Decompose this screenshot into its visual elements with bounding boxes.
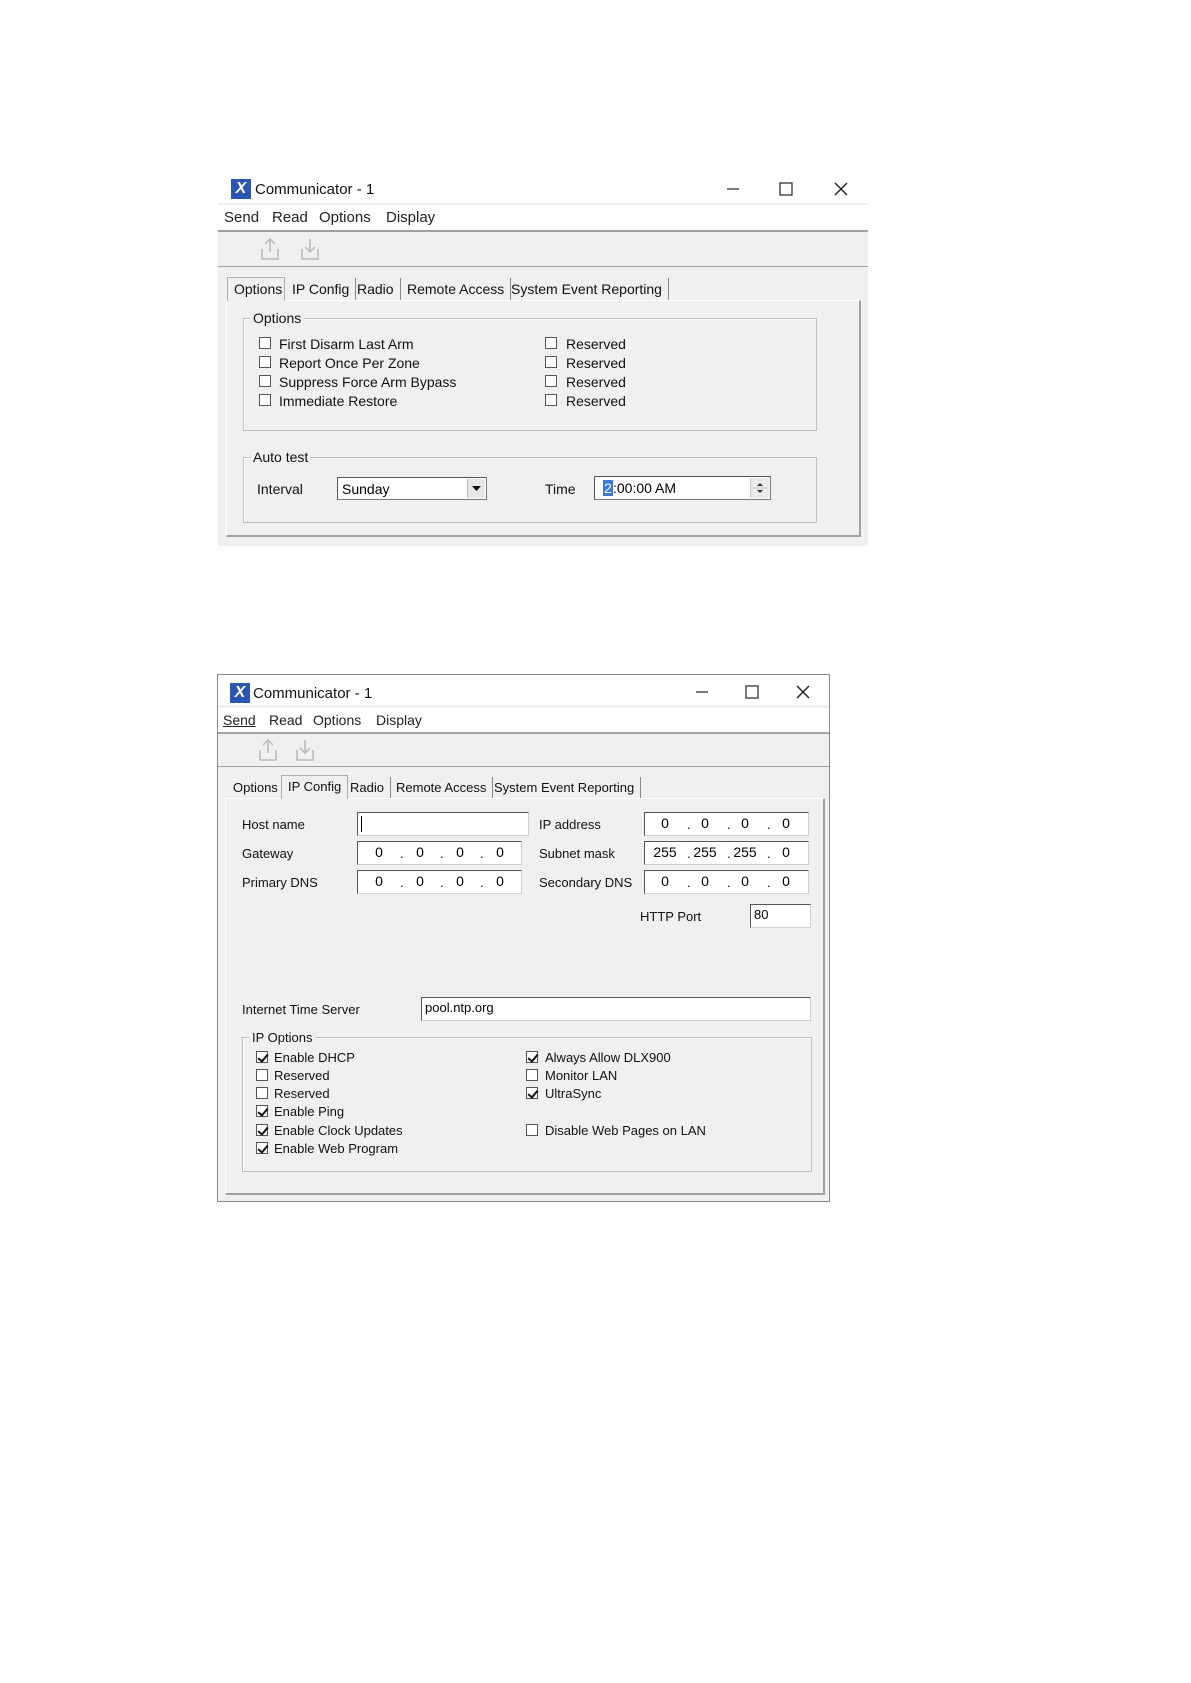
octet-dot: . <box>440 846 444 861</box>
octet: 0 <box>701 815 709 831</box>
chevron-down-icon <box>468 479 485 498</box>
menu-display[interactable]: Display <box>386 209 436 226</box>
time-spinner[interactable] <box>750 478 769 498</box>
label-enable-web-program: Enable Web Program <box>274 1141 399 1156</box>
checkbox-monitor-lan[interactable] <box>526 1069 538 1081</box>
octet-dot: . <box>767 875 771 890</box>
tab-radio[interactable]: Radio <box>351 278 401 300</box>
communicator-window-ip-config <box>217 674 830 1202</box>
dropdown-button[interactable] <box>467 479 485 498</box>
auto-test-legend: Auto test <box>250 449 311 465</box>
octet: 0 <box>661 873 669 889</box>
window-title: Communicator - 1 <box>253 685 373 702</box>
octet: 0 <box>782 815 790 831</box>
octet-dot: . <box>687 875 691 890</box>
tab-system-event-reporting[interactable]: System Event Reporting <box>505 278 669 300</box>
label-reserved-2: Reserved <box>274 1086 330 1101</box>
communicator-window-options <box>218 173 868 546</box>
read-download-icon[interactable] <box>294 737 316 763</box>
ip-address-label: IP address <box>539 817 601 832</box>
label-monitor-lan: Monitor LAN <box>545 1068 618 1083</box>
checkbox-reserved-2[interactable] <box>256 1087 268 1099</box>
toolbar <box>218 732 829 767</box>
primary-dns-input[interactable] <box>357 870 522 894</box>
octet-dot: . <box>727 846 731 861</box>
label-always-allow-dlx900: Always Allow DLX900 <box>545 1050 671 1065</box>
maximize-icon[interactable] <box>742 682 762 702</box>
checkbox-enable-clock-updates[interactable] <box>256 1124 268 1136</box>
checkbox-reserved-1[interactable] <box>545 337 557 349</box>
menu-bar <box>218 708 829 734</box>
checkbox-first-disarm-last-arm[interactable] <box>259 337 271 349</box>
http-port-label: HTTP Port <box>640 909 702 924</box>
octet: 255 <box>653 844 677 860</box>
ip-options-legend: IP Options <box>249 1030 315 1045</box>
tab-remote-access[interactable]: Remote Access <box>390 777 493 799</box>
octet-dot: . <box>400 846 404 861</box>
label-enable-ping: Enable Ping <box>274 1104 345 1119</box>
octet-dot: . <box>767 846 771 861</box>
menu-bar <box>218 205 868 231</box>
internet-time-server-value: pool.ntp.org <box>425 1000 494 1015</box>
octet: 0 <box>782 873 790 889</box>
spin-up-down-icon[interactable] <box>751 478 769 498</box>
gateway-input[interactable] <box>357 841 522 865</box>
tab-ip-config[interactable]: IP Config <box>281 775 348 799</box>
tab-radio[interactable]: Radio <box>344 777 391 799</box>
window-title: Communicator - 1 <box>255 181 375 198</box>
label-reserved-1: Reserved <box>274 1068 330 1083</box>
octet-dot: . <box>767 817 771 832</box>
label-reserved-3: Reserved <box>566 374 626 390</box>
label-reserved-2: Reserved <box>566 355 626 371</box>
internet-time-server-label: Internet Time Server <box>242 1002 360 1017</box>
octet: 0 <box>375 844 383 860</box>
read-download-icon[interactable] <box>299 236 321 262</box>
octet-dot: . <box>687 846 691 861</box>
menu-display[interactable]: Display <box>376 712 422 728</box>
checkbox-reserved-2[interactable] <box>545 356 557 368</box>
gateway-label: Gateway <box>242 846 294 861</box>
octet: 0 <box>701 873 709 889</box>
checkbox-reserved-1[interactable] <box>256 1069 268 1081</box>
app-icon: X <box>231 179 251 199</box>
label-suppress-force-arm-bypass: Suppress Force Arm Bypass <box>279 374 457 390</box>
checkbox-suppress-force-arm-bypass[interactable] <box>259 375 271 387</box>
octet: 0 <box>661 815 669 831</box>
label-reserved-4: Reserved <box>566 393 626 409</box>
menu-send[interactable]: Send <box>224 209 260 226</box>
label-reserved-1: Reserved <box>566 336 626 352</box>
tab-system-event-reporting[interactable]: System Event Reporting <box>488 777 641 799</box>
tab-remote-access[interactable]: Remote Access <box>401 278 511 300</box>
octet: 0 <box>456 873 464 889</box>
tab-options[interactable]: Options <box>227 277 285 301</box>
options-tab-panel <box>226 300 861 537</box>
label-immediate-restore: Immediate Restore <box>279 393 398 409</box>
minimize-icon[interactable] <box>692 682 712 702</box>
octet-dot: . <box>480 846 484 861</box>
checkbox-enable-ping[interactable] <box>256 1105 268 1117</box>
octet-dot: . <box>727 875 731 890</box>
host-name-input[interactable] <box>357 812 529 836</box>
label-enable-clock-updates: Enable Clock Updates <box>274 1123 403 1138</box>
checkbox-report-once-per-zone[interactable] <box>259 356 271 368</box>
menu-send[interactable]: Send <box>223 712 256 728</box>
label-disable-web-pages-on-lan: Disable Web Pages on LAN <box>545 1123 706 1138</box>
label-ultrasync: UltraSync <box>545 1086 602 1101</box>
octet: 0 <box>782 844 790 860</box>
label-enable-dhcp: Enable DHCP <box>274 1050 355 1065</box>
options-group-legend: Options <box>250 310 304 326</box>
interval-value: Sunday <box>342 481 390 497</box>
app-icon: X <box>230 683 250 703</box>
minimize-icon[interactable] <box>723 179 743 199</box>
menu-read[interactable]: Read <box>272 209 308 226</box>
label-first-disarm-last-arm: First Disarm Last Arm <box>279 336 414 352</box>
host-name-label: Host name <box>242 817 305 832</box>
maximize-icon[interactable] <box>776 179 796 199</box>
time-label: Time <box>545 481 576 497</box>
subnet-mask-input[interactable] <box>644 841 809 865</box>
octet: 0 <box>416 844 424 860</box>
octet-dot: . <box>440 875 444 890</box>
octet-dot: . <box>400 875 404 890</box>
http-port-input[interactable] <box>750 904 811 928</box>
checkbox-always-allow-dlx900[interactable] <box>526 1051 538 1063</box>
http-port-value: 80 <box>754 907 769 922</box>
octet: 255 <box>693 844 717 860</box>
octet: 0 <box>496 844 504 860</box>
octet-dot: . <box>727 817 731 832</box>
time-input[interactable] <box>594 476 771 500</box>
ip-address-input[interactable] <box>644 812 809 836</box>
secondary-dns-label: Secondary DNS <box>539 875 633 890</box>
checkbox-immediate-restore[interactable] <box>259 394 271 406</box>
primary-dns-label: Primary DNS <box>242 875 318 890</box>
subnet-mask-label: Subnet mask <box>539 846 615 861</box>
time-hour-selected: 2 <box>604 480 612 496</box>
octet: 0 <box>741 815 749 831</box>
interval-select[interactable] <box>337 477 487 500</box>
text-caret <box>361 816 362 832</box>
interval-label: Interval <box>257 481 303 497</box>
octet: 0 <box>375 873 383 889</box>
octet: 255 <box>733 844 757 860</box>
checkbox-disable-web-pages-on-lan[interactable] <box>526 1124 538 1136</box>
close-icon[interactable] <box>793 682 813 702</box>
octet: 0 <box>456 844 464 860</box>
tab-options[interactable]: Options <box>227 777 285 799</box>
close-icon[interactable] <box>831 179 851 199</box>
menu-options[interactable]: Options <box>319 209 371 226</box>
tab-ip-config[interactable]: IP Config <box>286 278 356 300</box>
menu-read[interactable]: Read <box>269 712 303 728</box>
secondary-dns-input[interactable] <box>644 870 809 894</box>
menu-options[interactable]: Options <box>313 712 362 728</box>
octet-dot: . <box>687 817 691 832</box>
octet-dot: . <box>480 875 484 890</box>
internet-time-server-input[interactable] <box>421 997 811 1021</box>
toolbar <box>218 230 868 267</box>
checkbox-reserved-3[interactable] <box>545 375 557 387</box>
checkbox-ultrasync[interactable] <box>526 1087 538 1099</box>
checkbox-reserved-4[interactable] <box>545 394 557 406</box>
ip-config-tab-panel <box>225 798 825 1195</box>
send-upload-icon[interactable] <box>257 737 279 763</box>
label-report-once-per-zone: Report Once Per Zone <box>279 355 420 371</box>
time-rest: :00:00 AM <box>613 480 677 496</box>
checkbox-enable-web-program[interactable] <box>256 1142 268 1154</box>
send-upload-icon[interactable] <box>259 236 281 262</box>
octet: 0 <box>496 873 504 889</box>
octet: 0 <box>741 873 749 889</box>
checkbox-enable-dhcp[interactable] <box>256 1051 268 1063</box>
title-bar <box>218 173 868 203</box>
octet: 0 <box>416 873 424 889</box>
title-bar <box>218 675 829 705</box>
